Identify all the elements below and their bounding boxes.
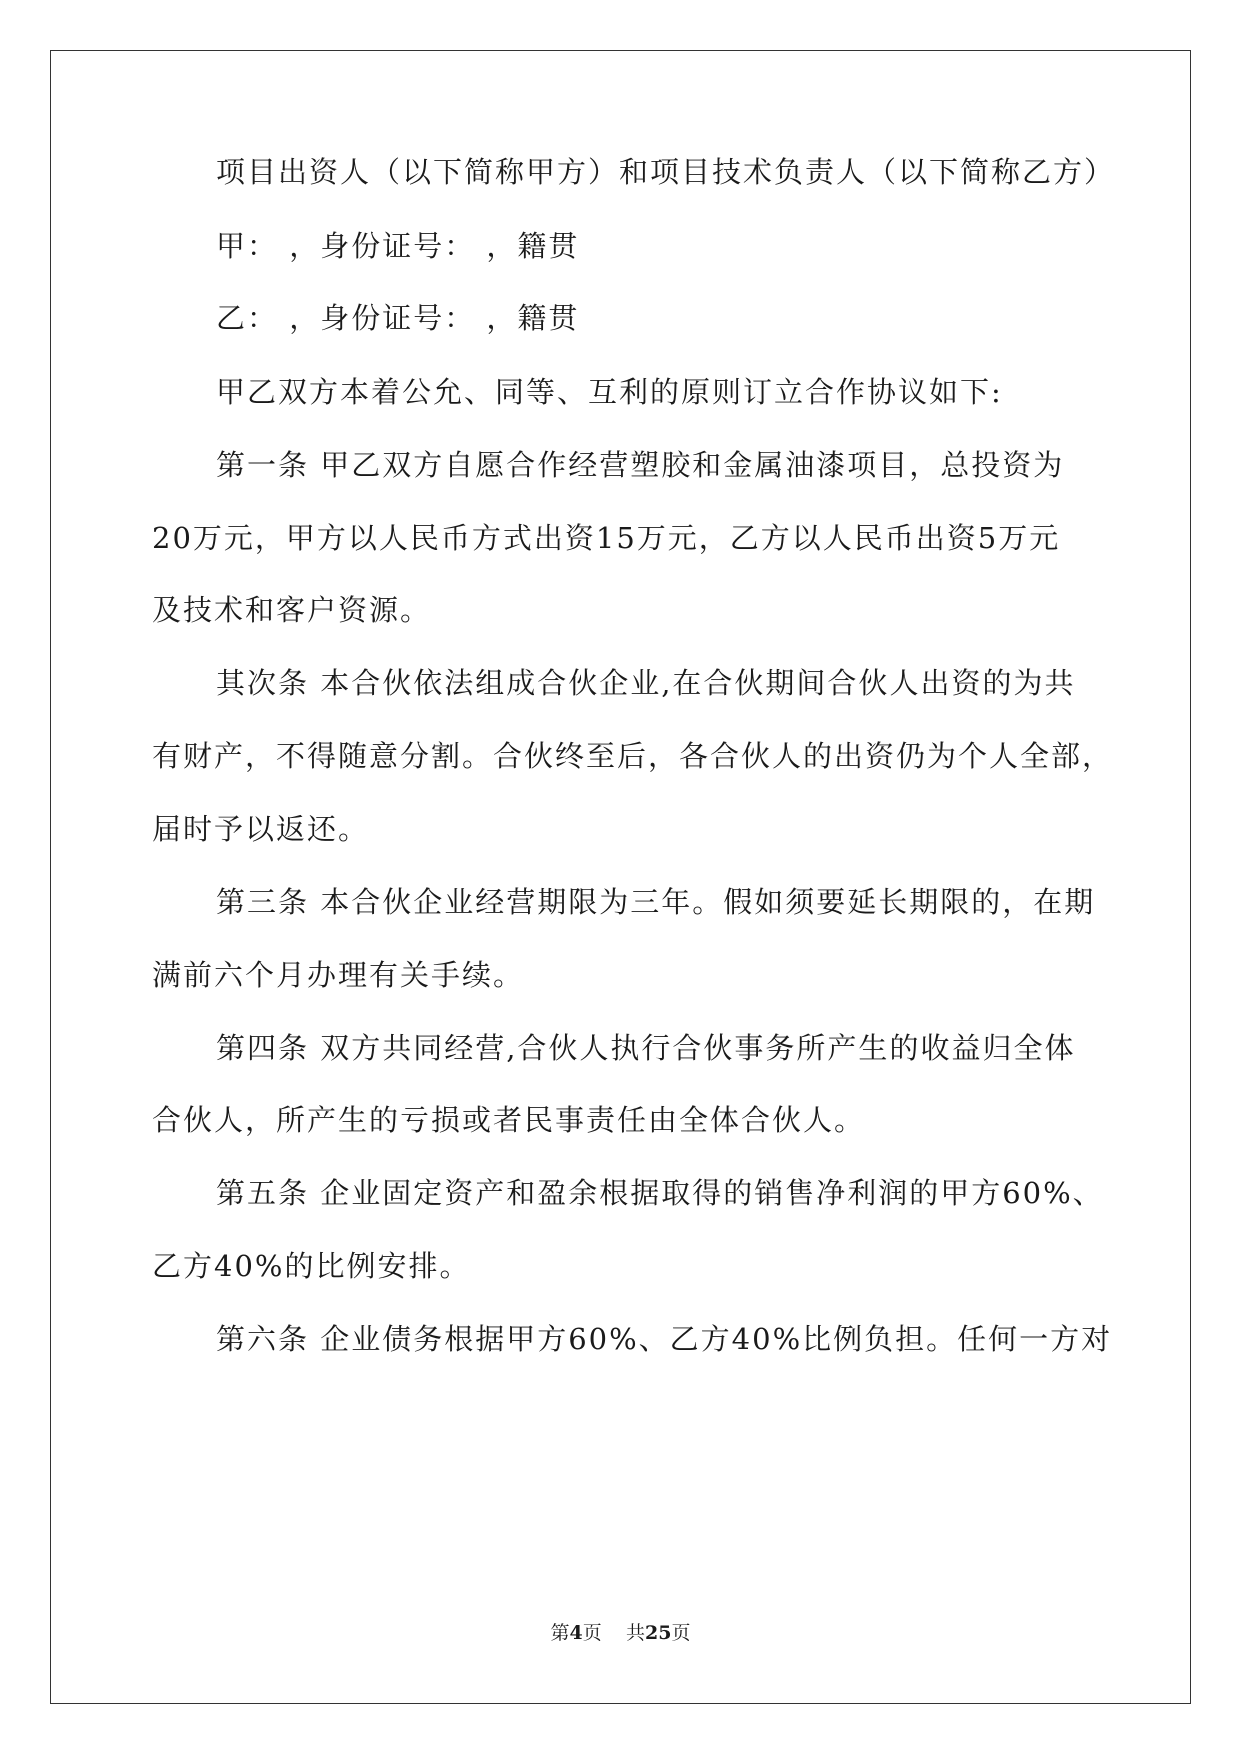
paragraph-line: 及技术和客户资源。 — [152, 593, 432, 627]
page-number-prefix: 第 — [550, 1622, 570, 1644]
paragraph-line: 第三条 本合伙企业经营期限为三年。假如须要延长期限的，在期 — [216, 885, 1096, 919]
page-footer — [0, 1620, 1241, 1646]
paragraph-line: 届时予以返还。 — [152, 812, 370, 846]
paragraph-line: 20万元，甲方以人民币方式出资15万元，乙方以人民币出资5万元 — [152, 521, 1061, 555]
paragraph-line: 合伙人，所产生的亏损或者民事责任由全体合伙人。 — [152, 1103, 866, 1137]
total-pages-suffix: 页 — [671, 1622, 691, 1644]
paragraph-line: 其次条 本合伙依法组成合伙企业,在合伙期间合伙人出资的为共 — [216, 666, 1076, 700]
paragraph-line: 第五条 企业固定资产和盈余根据取得的销售净利润的甲方60%、 — [216, 1176, 1104, 1210]
paragraph-line: 甲： ，身份证号： ，籍贯 — [216, 229, 580, 263]
paragraph-line: 第四条 双方共同经营,合伙人执行合伙事务所产生的收益归全体 — [216, 1031, 1076, 1065]
page-number-suffix: 页 — [582, 1622, 602, 1644]
paragraph-line: 项目出资人（以下简称甲方）和项目技术负责人（以下简称乙方） — [216, 155, 1116, 189]
paragraph-line: 第六条 企业债务根据甲方60%、乙方40%比例负担。任何一方对 — [216, 1322, 1113, 1356]
paragraph-line: 乙： ，身份证号： ，籍贯 — [216, 301, 580, 335]
paragraph-line: 第一条 甲乙双方自愿合作经营塑胶和金属油漆项目，总投资为 — [216, 448, 1065, 482]
paragraph-line: 满前六个月办理有关手续。 — [152, 958, 525, 992]
total-pages-prefix: 共 — [625, 1622, 645, 1644]
total-pages: 25 — [644, 1622, 672, 1644]
paragraph-line: 乙方40%的比例安排。 — [152, 1249, 471, 1283]
paragraph-line: 甲乙双方本着公允、同等、互利的原则订立合作协议如下: — [216, 375, 1003, 409]
paragraph-line: 有财产，不得随意分割。合伙终至后，各合伙人的出资仍为个人全部， — [152, 739, 1114, 773]
page-number: 4 — [569, 1622, 583, 1644]
